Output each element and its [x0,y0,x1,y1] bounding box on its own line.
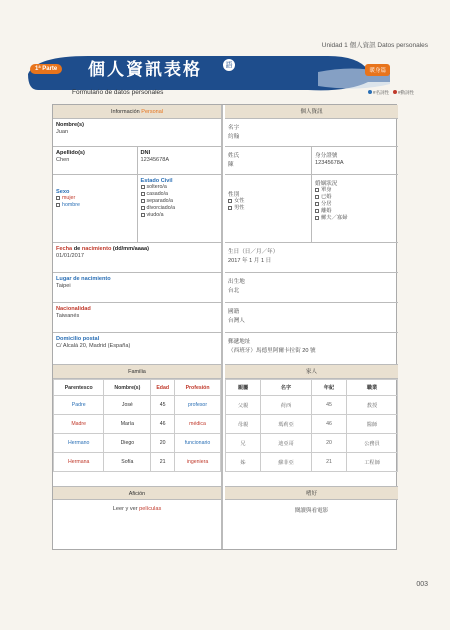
legend-item: #名詞性 [368,90,389,96]
parte-badge: 1ª Parte [30,64,62,74]
table-header-row: 親屬 名字 年紀 職業 [226,380,398,396]
legend [368,90,414,96]
checkbox-icon [141,213,145,217]
page-title: 個人資訊表格 [88,60,202,79]
estado-zh-option[interactable]: 已婚 [315,194,395,201]
aficion-header: Afición [53,486,221,500]
checkbox-icon [315,209,319,213]
estado-zh-option[interactable]: 分居 [315,201,395,208]
nacionalidad-field: Nacionalidad Taiwanés [53,303,221,333]
dni-field: DNI 12345678A [137,147,222,174]
familia-zh-header: 家人 [225,365,398,379]
lugar-field: Lugar de nacimiento Taipei [53,273,221,303]
estado-zh-field: 婚姻狀況 單身 已婚 分居 離婚 鰥夫／寡婦 [311,175,398,242]
table-row: 父親 荷西 45 教授 [226,396,398,415]
section-tag: 暖身篇 [365,64,390,76]
sexo-estado-zh-row [225,175,398,243]
checkbox-icon [315,202,319,206]
sexo-zh-field: 性別 女性 男性 [225,175,311,242]
spanish-column [53,105,223,549]
table-row: Madre María 46 médica [54,415,221,434]
legend-item: #動詞性 [393,90,414,96]
familia-table [53,379,221,472]
table-header-row: Parentesco Nombre(s) Edad Profesión [54,380,221,396]
familia-header: Familia [53,365,221,379]
estado-zh-option[interactable]: 離婚 [315,208,395,215]
sexo-estado-row [53,175,221,243]
estado-option[interactable]: separado/a [141,198,219,205]
estado-option[interactable]: divorciado/a [141,205,219,212]
estado-option[interactable]: soltero/a [141,184,219,191]
table-row: 兄 迪亞哥 20 公務員 [226,434,398,453]
nombre-field: Nombre(s) Juan [53,119,221,147]
domicilio-zh-field: 郵遞地址 （西班牙）馬德里阿爾卡拉街 20 號 [225,333,398,365]
checkbox-icon [228,199,232,203]
language-badge: 語 [222,58,236,72]
title-banner [28,52,390,94]
aficion-zh-header: 嗜好 [225,486,398,500]
blue-dot-icon [368,90,372,94]
table-row: Padre José 45 profesor [54,396,221,415]
chinese-column [225,105,398,549]
apellido-dni-row [53,147,221,175]
checkbox-icon [141,199,145,203]
sexo-option[interactable]: mujer [56,195,134,202]
checkbox-icon [141,185,145,189]
checkbox-icon [228,206,232,210]
red-dot-icon [393,90,397,94]
unit-header: Unidad 1 個人資訊 Datos personales [321,42,428,49]
checkbox-icon [141,206,145,210]
nacionalidad-zh-field: 國籍 台灣人 [225,303,398,333]
estado-option[interactable]: viudo/a [141,212,219,219]
aficion-zh-value: 閱讀與看電影 [294,508,329,514]
sexo-zh-option[interactable]: 女性 [228,198,308,205]
checkbox-icon [56,196,60,200]
fecha-zh-field: 生日（日／月／年） 2017 年 1 月 1 日 [225,243,398,273]
sexo-zh-option[interactable]: 男性 [228,205,308,212]
section-header: 個人資訊 [225,105,398,119]
checkbox-icon [315,195,319,199]
aficion-value: Leer y ver películas [112,506,162,512]
table-row: 母親 瑪莉亞 46 醫師 [226,415,398,434]
personal-data-form [52,104,397,550]
checkbox-icon [56,203,60,207]
table-row: Hermano Diego 20 funcionario [54,434,221,453]
estado-zh-option[interactable]: 單身 [315,187,395,194]
estado-option[interactable]: casado/a [141,191,219,198]
sexo-field: Sexo mujer hombre [53,175,137,242]
estado-zh-option[interactable]: 鰥夫／寡婦 [315,215,395,222]
estado-field: Estado Civil soltero/a casado/a separado/a divorciado/a viudo/a [137,175,222,242]
apellido-field: Apellido(s) Chen [56,150,85,163]
banner-shape [28,52,390,94]
table-row: 姊 蘇菲亞 21 工程師 [226,453,398,472]
form-subtitle: Formulario de datos personales [72,89,164,96]
checkbox-icon [315,216,319,220]
checkbox-icon [141,192,145,196]
familia-zh-table [225,379,398,472]
apellido-dni-zh-row [225,147,398,175]
sexo-option[interactable]: hombre [56,202,134,209]
page-number: 003 [416,581,428,588]
domicilio-field: Domicilio postal C/ Alcalá 20, Madrid (España) [53,333,221,365]
apellido-zh-field: 姓氏 陳 [228,153,240,168]
checkbox-icon [315,188,319,192]
lugar-zh-field: 出生地 台北 [225,273,398,303]
dni-zh-field: 身分證號 12345678A [311,147,398,174]
section-header: Información Personal [53,105,221,119]
fecha-field: Fecha de nacimiento (dd/mm/aaaa) 01/01/2017 [53,243,221,273]
table-row: Hermana Sofía 21 ingeniera [54,453,221,472]
nombre-zh-field: 名字 約翰 [225,119,398,147]
